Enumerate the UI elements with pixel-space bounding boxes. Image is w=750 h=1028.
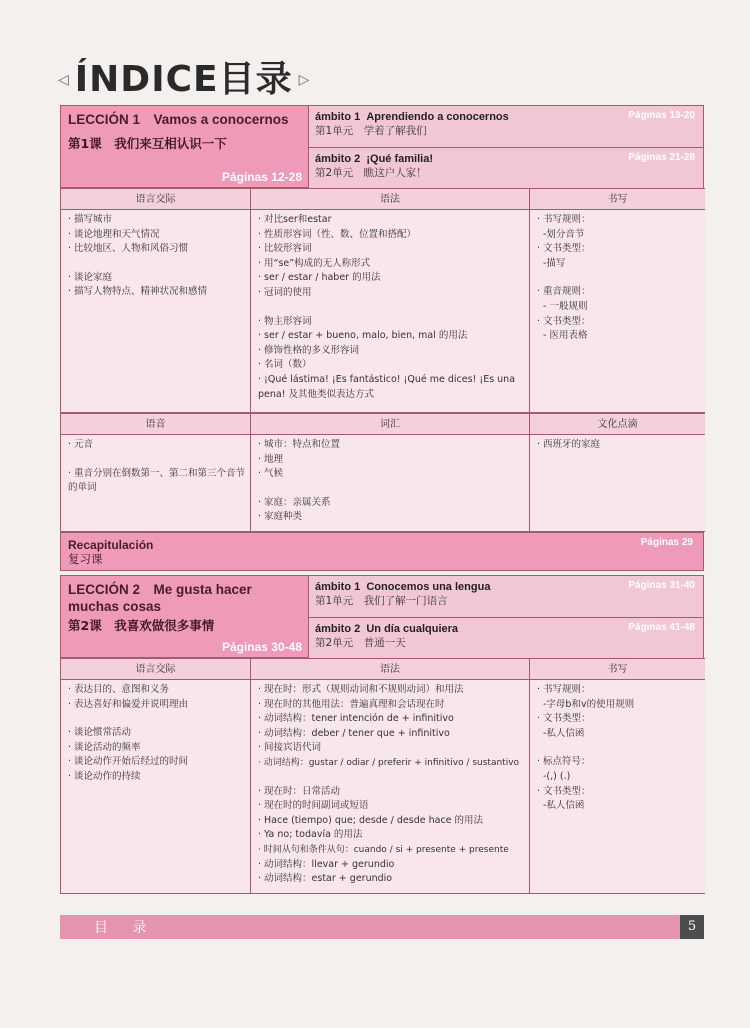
ambito-title: ¡Qué familia! bbox=[366, 153, 433, 165]
lesson2-title-es-line2: muchas cosas bbox=[68, 599, 162, 614]
list-item: · 谈论家庭 bbox=[68, 271, 113, 283]
page-title: ÍNDICE目录 bbox=[74, 59, 293, 100]
list-item: · 地理 bbox=[258, 453, 284, 465]
left-triangle-icon: ◁ bbox=[58, 72, 69, 88]
lesson1-communication-cell bbox=[61, 210, 251, 413]
page-number: 5 bbox=[680, 915, 704, 939]
ambito-title-zh: 第2单元 普通一天 bbox=[315, 637, 406, 649]
lesson2-title-zh: 第2课 我喜欢做很多事情 bbox=[68, 618, 215, 633]
recap-bar[interactable] bbox=[60, 532, 704, 571]
list-item: · 谈论动作开始后经过的时间 bbox=[68, 756, 189, 768]
column-header-grammar: 语法 bbox=[251, 658, 530, 680]
list-item: · 文书类型： bbox=[537, 243, 591, 255]
lesson1-header bbox=[60, 105, 704, 188]
column-header-grammar: 语法 bbox=[251, 188, 530, 210]
list-item: · 时间从句和条件从句：cuando / si + presente + presente bbox=[258, 844, 509, 855]
list-item: · 标点符号： bbox=[537, 756, 591, 768]
lesson2-title-box[interactable] bbox=[61, 576, 309, 657]
ambito-title-zh: 第2单元 瞧这户人家！ bbox=[315, 167, 427, 179]
page-footer bbox=[60, 915, 704, 939]
ambito-title: Un día cualquiera bbox=[366, 623, 459, 635]
list-item: -私人信函 bbox=[543, 800, 585, 812]
list-item: -私人信函 bbox=[543, 727, 585, 739]
ambito-number: ámbito 2 bbox=[315, 153, 361, 165]
list-item: · 现在时：日常活动 bbox=[258, 785, 341, 797]
footer-label: 目 录 bbox=[94, 920, 157, 936]
list-item: · 现在时的其他用法：普遍真理和会话现在时 bbox=[258, 698, 445, 710]
column-header-communication: 语言交际 bbox=[61, 658, 251, 680]
spacer bbox=[258, 482, 525, 496]
list-item: · 重音规则： bbox=[537, 286, 591, 298]
lesson1-ambito2[interactable] bbox=[309, 147, 703, 188]
spacer bbox=[68, 712, 246, 726]
ambito-title-zh: 第1单元 学着了解我们 bbox=[315, 125, 427, 137]
lesson1-title-zh: 第1课 我们来互相认识一下 bbox=[68, 136, 227, 151]
list-item: · 文书类型： bbox=[537, 713, 591, 725]
spacer bbox=[537, 271, 701, 285]
list-item: -描写 bbox=[543, 257, 566, 269]
list-item: · 文书类型： bbox=[537, 785, 591, 797]
list-item: -(,) (.) bbox=[543, 770, 571, 782]
ambito-pages: Páginas 21-28 bbox=[628, 152, 695, 163]
recap-title-es: Recapitulación bbox=[68, 538, 154, 552]
lesson1-culture-cell bbox=[530, 435, 705, 532]
spacer bbox=[68, 257, 246, 271]
lesson1-table-top bbox=[60, 188, 704, 532]
ambito-number: ámbito 1 bbox=[315, 111, 361, 123]
list-item: · ¡Qué lástima! ¡Es fantástico! ¡Qué me dices! ¡Es una pena! 及其他类似表达方式 bbox=[258, 373, 516, 400]
list-item: · 文书类型： bbox=[537, 315, 591, 327]
page-header bbox=[58, 60, 309, 100]
lesson2-header bbox=[60, 575, 704, 658]
list-item: · 用“se”构成的无人称形式 bbox=[258, 257, 371, 269]
list-item: · 名词（数） bbox=[258, 359, 312, 371]
ambito-title-zh: 第1单元 我们了解一门语言 bbox=[315, 595, 448, 607]
lesson2-communication-cell bbox=[61, 680, 251, 894]
list-item: · Ya no; todavía 的用法 bbox=[258, 829, 363, 841]
column-header-culture: 文化点滴 bbox=[530, 413, 705, 435]
ambito-pages: Páginas 13-20 bbox=[628, 110, 695, 121]
list-item: · 表达喜好和偏爱并说明理由 bbox=[68, 698, 189, 710]
lesson2-ambitos bbox=[309, 576, 703, 657]
lesson1-ambito1[interactable] bbox=[309, 106, 703, 147]
column-header-phonetics: 语音 bbox=[61, 413, 251, 435]
lesson1-vocabulary-cell bbox=[251, 435, 530, 532]
lesson2-section bbox=[60, 575, 704, 894]
list-item: · ser / estar / haber 的用法 bbox=[258, 272, 381, 284]
lesson2-ambito2[interactable] bbox=[309, 617, 703, 658]
lesson2-pages: Páginas 30-48 bbox=[221, 640, 302, 654]
list-item: · ser / estar + bueno, malo, bien, mal 的用法 bbox=[258, 330, 468, 342]
lesson1-phonetics-cell bbox=[61, 435, 251, 532]
list-item: · 动词结构：gustar / odiar / preferir + infinitivo / sustantivo bbox=[258, 757, 520, 768]
spacer bbox=[68, 453, 246, 467]
ambito-number: ámbito 2 bbox=[315, 623, 361, 635]
right-triangle-icon: ▷ bbox=[298, 72, 310, 88]
list-item: · 间接宾语代词 bbox=[258, 742, 322, 754]
ambito-title: Conocemos una lengua bbox=[366, 581, 491, 593]
lesson2-ambito1[interactable] bbox=[309, 576, 703, 617]
lesson2-table bbox=[60, 658, 704, 894]
list-item: · 物主形容词 bbox=[258, 315, 312, 327]
list-item: · 动词结构：estar + gerundio bbox=[258, 873, 393, 885]
spacer bbox=[258, 771, 525, 785]
lesson1-section bbox=[60, 105, 704, 571]
lesson2-writing-cell bbox=[530, 680, 705, 894]
list-item: · 谈论动作的持续 bbox=[68, 770, 141, 782]
lesson1-title-es: LECCIÓN 1 Vamos a conocernos bbox=[68, 112, 289, 127]
list-item: · 动词结构：deber / tener que + infinitivo bbox=[258, 727, 450, 739]
list-item: · 重音分别在倒数第一、第二和第三个音节的单词 bbox=[68, 467, 246, 494]
list-item: · 对比ser和estar bbox=[258, 214, 332, 225]
spacer bbox=[258, 301, 525, 315]
list-item: · 西班牙的家庭 bbox=[537, 439, 601, 450]
list-item: -划分音节 bbox=[543, 228, 585, 240]
list-item: · 动词结构：llevar + gerundio bbox=[258, 858, 395, 870]
list-item: · 家庭种类 bbox=[258, 511, 303, 523]
lesson1-grammar-cell bbox=[251, 210, 530, 413]
recap-pages: Páginas 29 bbox=[640, 537, 693, 548]
list-item: · 表达目的、意图和义务 bbox=[68, 684, 170, 695]
list-item: · 描写城市 bbox=[68, 214, 113, 225]
ambito-pages: Páginas 31-40 bbox=[628, 580, 695, 591]
list-item: · 书写规则： bbox=[537, 684, 591, 695]
lesson1-writing-cell bbox=[530, 210, 705, 413]
list-item: · 家庭：亲属关系 bbox=[258, 496, 331, 508]
list-item: · 现在时：形式（规则动词和不规则动词）和用法 bbox=[258, 684, 464, 695]
list-item: · 书写规则： bbox=[537, 214, 591, 225]
list-item: · 气候 bbox=[258, 468, 284, 480]
list-item: · 描写人物特点、精神状况和感情 bbox=[68, 286, 208, 298]
lesson1-pages: Páginas 12-28 bbox=[221, 170, 302, 184]
list-item: · 现在时的时间副词或短语 bbox=[258, 800, 369, 812]
list-item: · 谈论惯常活动 bbox=[68, 727, 132, 739]
ambito-pages: Páginas 41-48 bbox=[628, 622, 695, 633]
list-item: · 元音 bbox=[68, 439, 94, 450]
list-item: · 冠词的使用 bbox=[258, 286, 312, 298]
list-item: · 动词结构：tener intención de + infinitivo bbox=[258, 713, 454, 725]
list-item: - 一般规则 bbox=[543, 300, 588, 312]
list-item: · 谈论地理和天气情况 bbox=[68, 228, 160, 240]
lesson1-ambitos bbox=[309, 106, 703, 187]
list-item: · 城市：特点和位置 bbox=[258, 439, 341, 450]
list-item: -字母b和v的使用规则 bbox=[543, 698, 635, 710]
ambito-title: Aprendiendo a conocernos bbox=[366, 111, 509, 123]
list-item: · 谈论活动的频率 bbox=[68, 741, 141, 753]
lesson1-title-box[interactable] bbox=[61, 106, 309, 187]
ambito-number: ámbito 1 bbox=[315, 581, 361, 593]
column-header-writing: 书写 bbox=[530, 658, 705, 680]
column-header-vocabulary: 词汇 bbox=[251, 413, 530, 435]
list-item: · 比较形容词 bbox=[258, 243, 312, 255]
column-header-writing: 书写 bbox=[530, 188, 705, 210]
column-header-communication: 语言交际 bbox=[61, 188, 251, 210]
spacer bbox=[537, 741, 701, 755]
list-item: · Hace (tiempo) que; desde / desde hace 的用法 bbox=[258, 814, 484, 826]
list-item: · 性质形容词（性、数、位置和搭配） bbox=[258, 228, 417, 240]
list-item: · 修饰性格的多义形容词 bbox=[258, 344, 360, 356]
list-item: - 医用表格 bbox=[543, 330, 588, 342]
recap-title-zh: 复习课 bbox=[68, 552, 103, 566]
lesson2-grammar-cell bbox=[251, 680, 530, 894]
lesson2-title-es-line1: LECCIÓN 2 Me gusta hacer bbox=[68, 582, 252, 597]
list-item: · 比较地区、人物和风俗习惯 bbox=[68, 243, 189, 255]
